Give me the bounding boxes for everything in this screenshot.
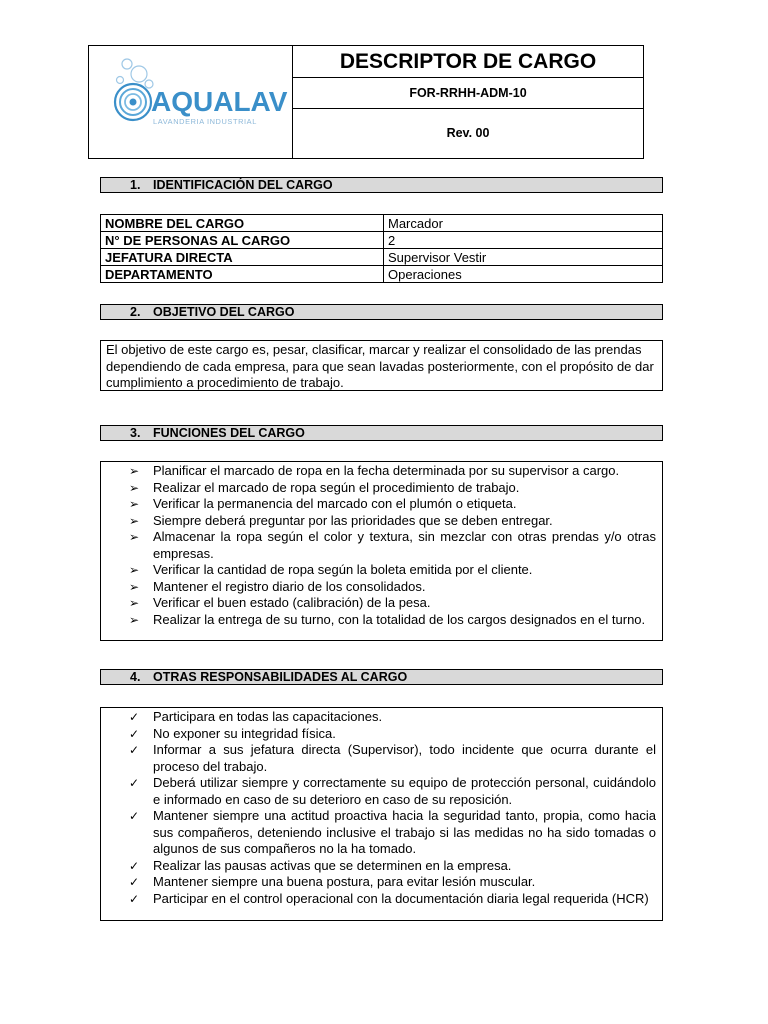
checkmark-bullet-icon: ✓ [129, 875, 140, 889]
arrow-bullet-icon: ➢ [129, 530, 140, 544]
list-item [101, 496, 662, 513]
section-heading-other-responsibilities [100, 669, 663, 685]
list-item [101, 808, 662, 858]
checkmark-bullet-icon: ✓ [129, 776, 140, 790]
section-title: IDENTIFICACIÓN DEL CARGO [153, 178, 333, 192]
arrow-bullet-icon: ➢ [129, 480, 140, 495]
functions-list-box [100, 461, 663, 641]
section-title: FUNCIONES DEL CARGO [153, 426, 305, 440]
arrow-bullet-icon: ➢ [129, 579, 140, 594]
field-label: NOMBRE DEL CARGO [101, 215, 384, 232]
list-item-text: Almacenar la ropa según el color y textura, sin mezclar con otras prendas y/o otras empresas. [153, 529, 656, 561]
logo-tagline-text: LAVANDERIA INDUSTRIAL [153, 117, 257, 126]
table-row [101, 266, 663, 283]
field-value: Marcador [384, 215, 663, 232]
arrow-bullet-icon: ➢ [129, 596, 140, 610]
table-row [101, 232, 663, 249]
field-label: N° DE PERSONAS AL CARGO [101, 232, 384, 249]
logo-brand-text: AQUALAV [151, 86, 288, 117]
checkmark-bullet-icon: ✓ [129, 891, 140, 906]
field-value: 2 [384, 232, 663, 249]
arrow-bullet-icon: ➢ [129, 513, 140, 528]
list-item-text: No exponer su integridad física. [153, 725, 336, 741]
table-row [101, 215, 663, 232]
checkmark-bullet-icon: ✓ [129, 726, 140, 741]
document-revision: Rev. 00 [446, 126, 490, 140]
list-item [101, 891, 662, 908]
list-item [101, 775, 662, 808]
field-value: Operaciones [384, 266, 663, 283]
arrow-bullet-icon: ➢ [129, 563, 140, 577]
list-item-text: Mantener siempre una actitud proactiva hacia la seguridad tanto, propia, como hacia sus compañeros, deteniendo inclusive el trabajo si las medidas no ha sido tomadas o algunos de sus compañeros no la ha tomado. [153, 808, 656, 856]
checkmark-bullet-icon: ✓ [129, 809, 140, 823]
list-item-text: Realizar las pausas activas que se determinen en la empresa. [153, 857, 512, 873]
list-item-text: Verificar la permanencia del marcado con el plumón o etiqueta. [153, 496, 517, 511]
functions-list [101, 463, 662, 628]
other-responsibilities-box [100, 707, 663, 921]
list-item-text: Planificar el marcado de ropa en la fecha determinada por su supervisor a cargo. [153, 463, 620, 478]
bubbles-swirl-logo-icon [89, 46, 292, 158]
section-title: OBJETIVO DEL CARGO [153, 305, 295, 319]
section-heading-functions [100, 425, 663, 441]
table-row [101, 249, 663, 266]
list-item-text: Verificar la cantidad de ropa según la boleta emitida por el cliente. [153, 562, 533, 577]
company-logo [89, 46, 293, 158]
list-item [101, 874, 662, 891]
section-title: OTRAS RESPONSABILIDADES AL CARGO [153, 670, 408, 684]
checkmark-bullet-icon: ✓ [129, 743, 140, 757]
list-item [101, 579, 662, 596]
list-item [101, 529, 662, 562]
other-responsibilities-list [101, 709, 662, 907]
list-item [101, 463, 662, 480]
identification-table [100, 214, 663, 283]
checkmark-bullet-icon: ✓ [129, 858, 140, 873]
field-label: JEFATURA DIRECTA [101, 249, 384, 266]
field-value: Supervisor Vestir [384, 249, 663, 266]
list-item-text: Realizar el marcado de ropa según el procedimiento de trabajo. [153, 479, 520, 495]
document-title: DESCRIPTOR DE CARGO [293, 46, 643, 78]
list-item [101, 562, 662, 579]
list-item [101, 480, 662, 497]
document-header [88, 45, 644, 159]
section-number: 2. [130, 305, 141, 319]
list-item [101, 513, 662, 530]
section-heading-identification [100, 177, 663, 193]
list-item [101, 742, 662, 775]
section-number: 4. [130, 670, 141, 684]
list-item [101, 709, 662, 726]
section-number: 3. [130, 426, 141, 440]
list-item-text: Siempre deberá preguntar por las prioridades que se deben entregar. [153, 512, 553, 528]
document-code: FOR-RRHH-ADM-10 [293, 78, 643, 109]
list-item-text: Mantener siempre una buena postura, para evitar lesión muscular. [153, 874, 536, 889]
list-item [101, 595, 662, 612]
arrow-bullet-icon: ➢ [129, 464, 140, 478]
list-item-text: Informar a sus jefatura directa (Supervisor), todo incidente que ocurra durante el proceso del trabajo. [153, 742, 656, 774]
list-item [101, 612, 662, 629]
list-item [101, 858, 662, 875]
objective-text: El objetivo de este cargo es, pesar, clasificar, marcar y realizar el consolidado de las prendas dependiendo de cada empresa, para que sean lavadas posteriormente, con el propósito de dar cumplimiento a procedimiento de trabajo. [100, 340, 663, 391]
section-number: 1. [130, 178, 141, 192]
section-heading-objective [100, 304, 663, 320]
list-item-text: Participara en todas las capacitaciones. [153, 709, 383, 724]
list-item-text: Participar en el control operacional con la documentación diaria legal requerida (HCR) [153, 890, 649, 906]
list-item [101, 726, 662, 743]
list-item-text: Mantener el registro diario de los consolidados. [153, 578, 426, 594]
list-item-text: Verificar el buen estado (calibración) de la pesa. [153, 595, 431, 610]
arrow-bullet-icon: ➢ [129, 497, 140, 511]
list-item-text: Deberá utilizar siempre y correctamente su equipo de protección personal, cuidándolo e informado en caso de su deterioro en caso de su reposición. [153, 775, 656, 807]
field-label: DEPARTAMENTO [101, 266, 384, 283]
checkmark-bullet-icon: ✓ [129, 710, 140, 724]
list-item-text: Realizar la entrega de su turno, con la totalidad de los cargos designados en el turno. [153, 611, 646, 627]
arrow-bullet-icon: ➢ [129, 612, 140, 627]
